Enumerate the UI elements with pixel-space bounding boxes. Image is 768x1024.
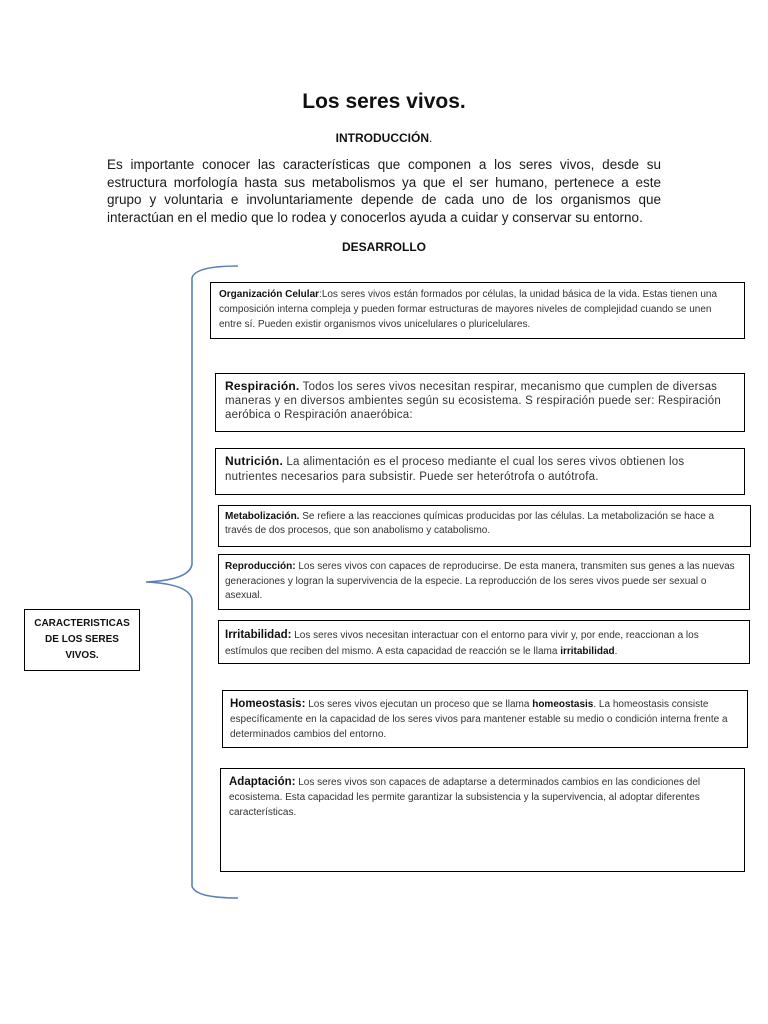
card-term: Organización Celular (219, 289, 320, 300)
document-title: Los seres vivos. (302, 90, 466, 113)
card-term: Nutrición. (225, 454, 283, 468)
intro-heading (0, 131, 768, 145)
card-term: Adaptación: (229, 776, 296, 788)
card-organizacion-celular (210, 282, 745, 339)
card-adaptacion (220, 768, 745, 872)
intro-paragraph: Es importante conocer las características que componen a los seres vivos, desde su estructura morfología hasta sus metabolismos ya que el ser humano, pertenece a este grupo y voluntaria e involuntariamente depende de cada uno de los organismos que interactúan en el medio que lo rodea y conocerlos ayuda a cuidar y conservar su entorno. (107, 157, 661, 225)
card-homeostasis (222, 690, 748, 748)
central-topic-label: CARACTERISTICAS DE LOS SERES VIVOS. (34, 618, 130, 661)
intro-heading-dot: . (428, 131, 433, 145)
card-text-end: . (614, 646, 618, 657)
card-text: Los seres vivos están formados por células, la unidad básica de la vida. Estas tienen una composición interna compleja y pueden formar estructuras de mayores niveles de complejidad cuando se unen entre sí. Pueden existir organismos vivos unicelulares o pluricelulares. (219, 289, 718, 330)
card-metabolizacion (218, 505, 751, 547)
card-text: Se refiere a las reacciones químicas producidas por las células. La metabolización se hace a través de dos procesos, que son anabolismo y catabolismo. (225, 511, 715, 536)
card-text-end: . La homeostasis consiste específicamente en la capacidad de los seres vivos para mantener estable su medio o condición interna frente a determinados cambios del entorno. (230, 699, 728, 740)
card-text: Los seres vivos son capaces de adaptarse a determinados cambios en las condiciones del ecosistema. Esta capacidad les permite garantizar la subsistencia y la supervivencia, al adoptar diferentes características. (229, 777, 701, 818)
card-term: Respiración. (225, 379, 300, 393)
card-term: Metabolización. (225, 511, 300, 522)
card-respiracion (215, 373, 745, 432)
card-text: La alimentación es el proceso mediante el cual los seres vivos obtienen los nutrientes necesarios para subsistir. Puede ser heterótrofa o autótrofa. (225, 456, 685, 483)
central-topic-box (24, 609, 140, 671)
development-heading: DESARROLLO (342, 240, 426, 254)
card-reproduccion (218, 554, 750, 610)
card-text: Todos los seres vivos necesitan respirar, mecanismo que cumplen de diversas maneras y en diversos ambientes según su ecosistema. S respiración puede ser: Respiración aeróbica o Respiración anaeróbica: (225, 381, 721, 421)
intro-heading-text: INTRODUCCIÓN (335, 131, 429, 145)
card-term: Homeostasis: (230, 698, 306, 710)
card-irritabilidad (218, 620, 750, 664)
card-emphasis: irritabilidad (560, 646, 615, 657)
card-nutricion (215, 448, 745, 495)
card-text: Los seres vivos necesitan interactuar con el entorno para vivir y, por ende, reaccionan a los estímulos que reciben del mismo. A esta capacidad de reacción se le llama (225, 630, 699, 657)
card-separator: : (319, 289, 322, 300)
card-text: Los seres vivos ejecutan un proceso que se llama (305, 699, 533, 710)
card-text: Los seres vivos con capaces de reproducirse. De esta manera, transmiten sus genes a las nuevas generaciones y logran la supervivencia de la especie. La reproducción de los seres vivos puede ser sexual o asexual. (225, 561, 735, 601)
card-term: Reproducción: (225, 561, 296, 572)
card-emphasis: homeostasis (532, 699, 594, 710)
card-term: Irritabilidad: (225, 629, 292, 641)
